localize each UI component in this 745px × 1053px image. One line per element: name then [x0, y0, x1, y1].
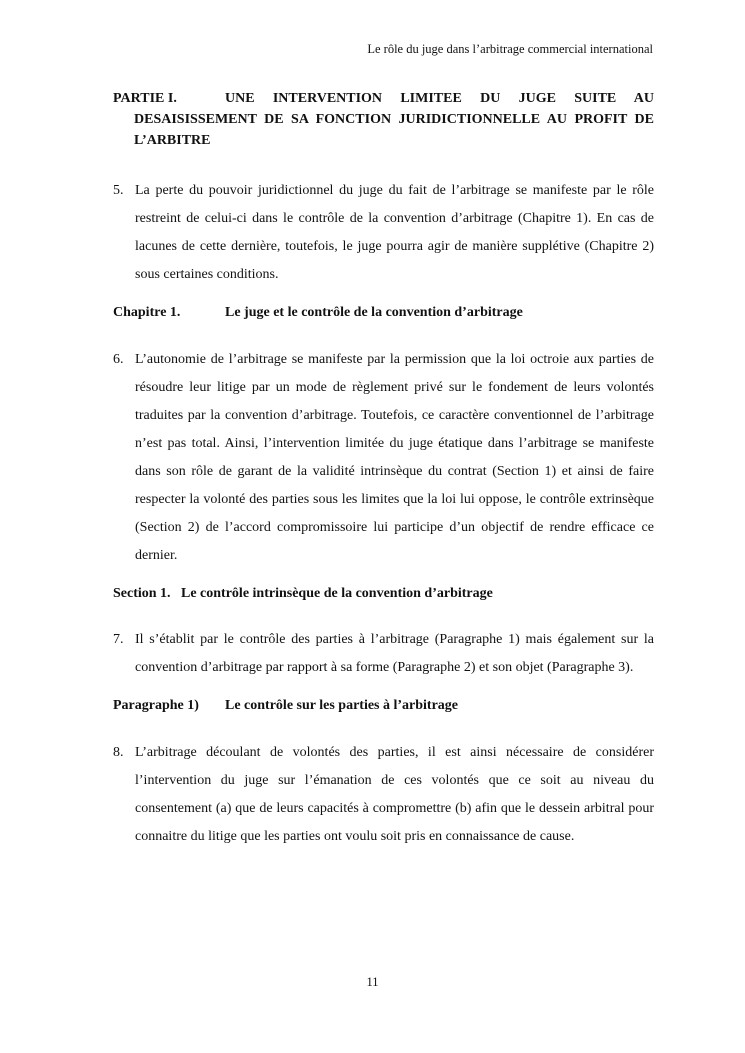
chapitre-title: Le juge et le contrôle de la convention d’arbitrage: [225, 305, 523, 320]
paragraphe-title: Le contrôle sur les parties à l’arbitrage: [225, 698, 459, 713]
paragraph-text: L’autonomie de l’arbitrage se manifeste par la permission que la loi octroie aux parties de résoudre leur litige par un mode de règlement privé sur le fondement de leurs volontés traduites par la convention d’arbitrage. Toutefois, ce caractère conventionnel de l’arbitrage n’est pas total. Ainsi, l’intervention limitée du juge étatique dans l’arbitrage se manifeste dans son rôle de garant de la validité intrinsèque du contrat (Section 1) et ainsi de faire respecter la volonté des parties sous les limites que la loi lui oppose, le contrôle extrinsèque (Section 2) de l’accord compromissoire lui participe d’un objectif de rendre efficace ce dernier.: [135, 352, 654, 563]
page-number: 11: [366, 975, 379, 989]
chapitre-label: Chapitre 1.: [113, 305, 181, 320]
paragraph-text: Il s’établit par le contrôle des parties à l’arbitrage (Paragraphe 1) mais également sur la convention d’arbitrage par rapport à sa forme (Paragraphe 2) et son objet (Paragraphe 3).: [135, 632, 654, 675]
page-body: [113, 88, 654, 851]
section-heading: [113, 584, 654, 604]
paragraph-6: [113, 346, 654, 570]
paragraph-text: La perte du pouvoir juridictionnel du juge du fait de l’arbitrage se manifeste par le rôle restreint de celui-ci dans le contrôle de la convention d’arbitrage (Chapitre 1). En cas de lacunes de cette dernière, toutefois, le juge pourra agir de manière supplétive (Chapitre 2) sous certaines conditions.: [135, 183, 654, 282]
partie-label: PARTIE I.: [113, 91, 177, 106]
paragraph-number: 8.: [113, 745, 124, 760]
partie-title: UNE INTERVENTION LIMITEE DU JUGE SUITE AU DESAISISSEMENT DE SA FONCTION JURIDICTIONNELLE AU PROFIT DE L’ARBITRE: [134, 91, 654, 148]
paragraph-number: 6.: [113, 352, 124, 367]
paragraphe-label: Paragraphe 1): [113, 698, 199, 713]
paragraphe-heading: [113, 696, 654, 716]
paragraph-text: L’arbitrage découlant de volontés des parties, il est ainsi nécessaire de considérer l’intervention du juge sur l’émanation de ces volontés que ce soit au niveau du consentement (a) que de leurs capacités à compromettre (b) afin que le dessein arbitral pour connaitre du litige que les parties ont voulu soit pris en connaissance de cause.: [135, 745, 654, 844]
paragraph-number: 5.: [113, 183, 124, 198]
chapitre-heading: [113, 303, 654, 323]
section-label: Section 1.: [113, 586, 171, 601]
paragraph-5: [113, 177, 654, 289]
running-header: Le rôle du juge dans l’arbitrage commercial international: [367, 42, 653, 56]
paragraph-8: [113, 739, 654, 851]
section-title: Le contrôle intrinsèque de la convention d’arbitrage: [181, 586, 493, 601]
partie-heading: [113, 88, 654, 151]
paragraph-number: 7.: [113, 632, 124, 647]
paragraph-7: [113, 626, 654, 682]
